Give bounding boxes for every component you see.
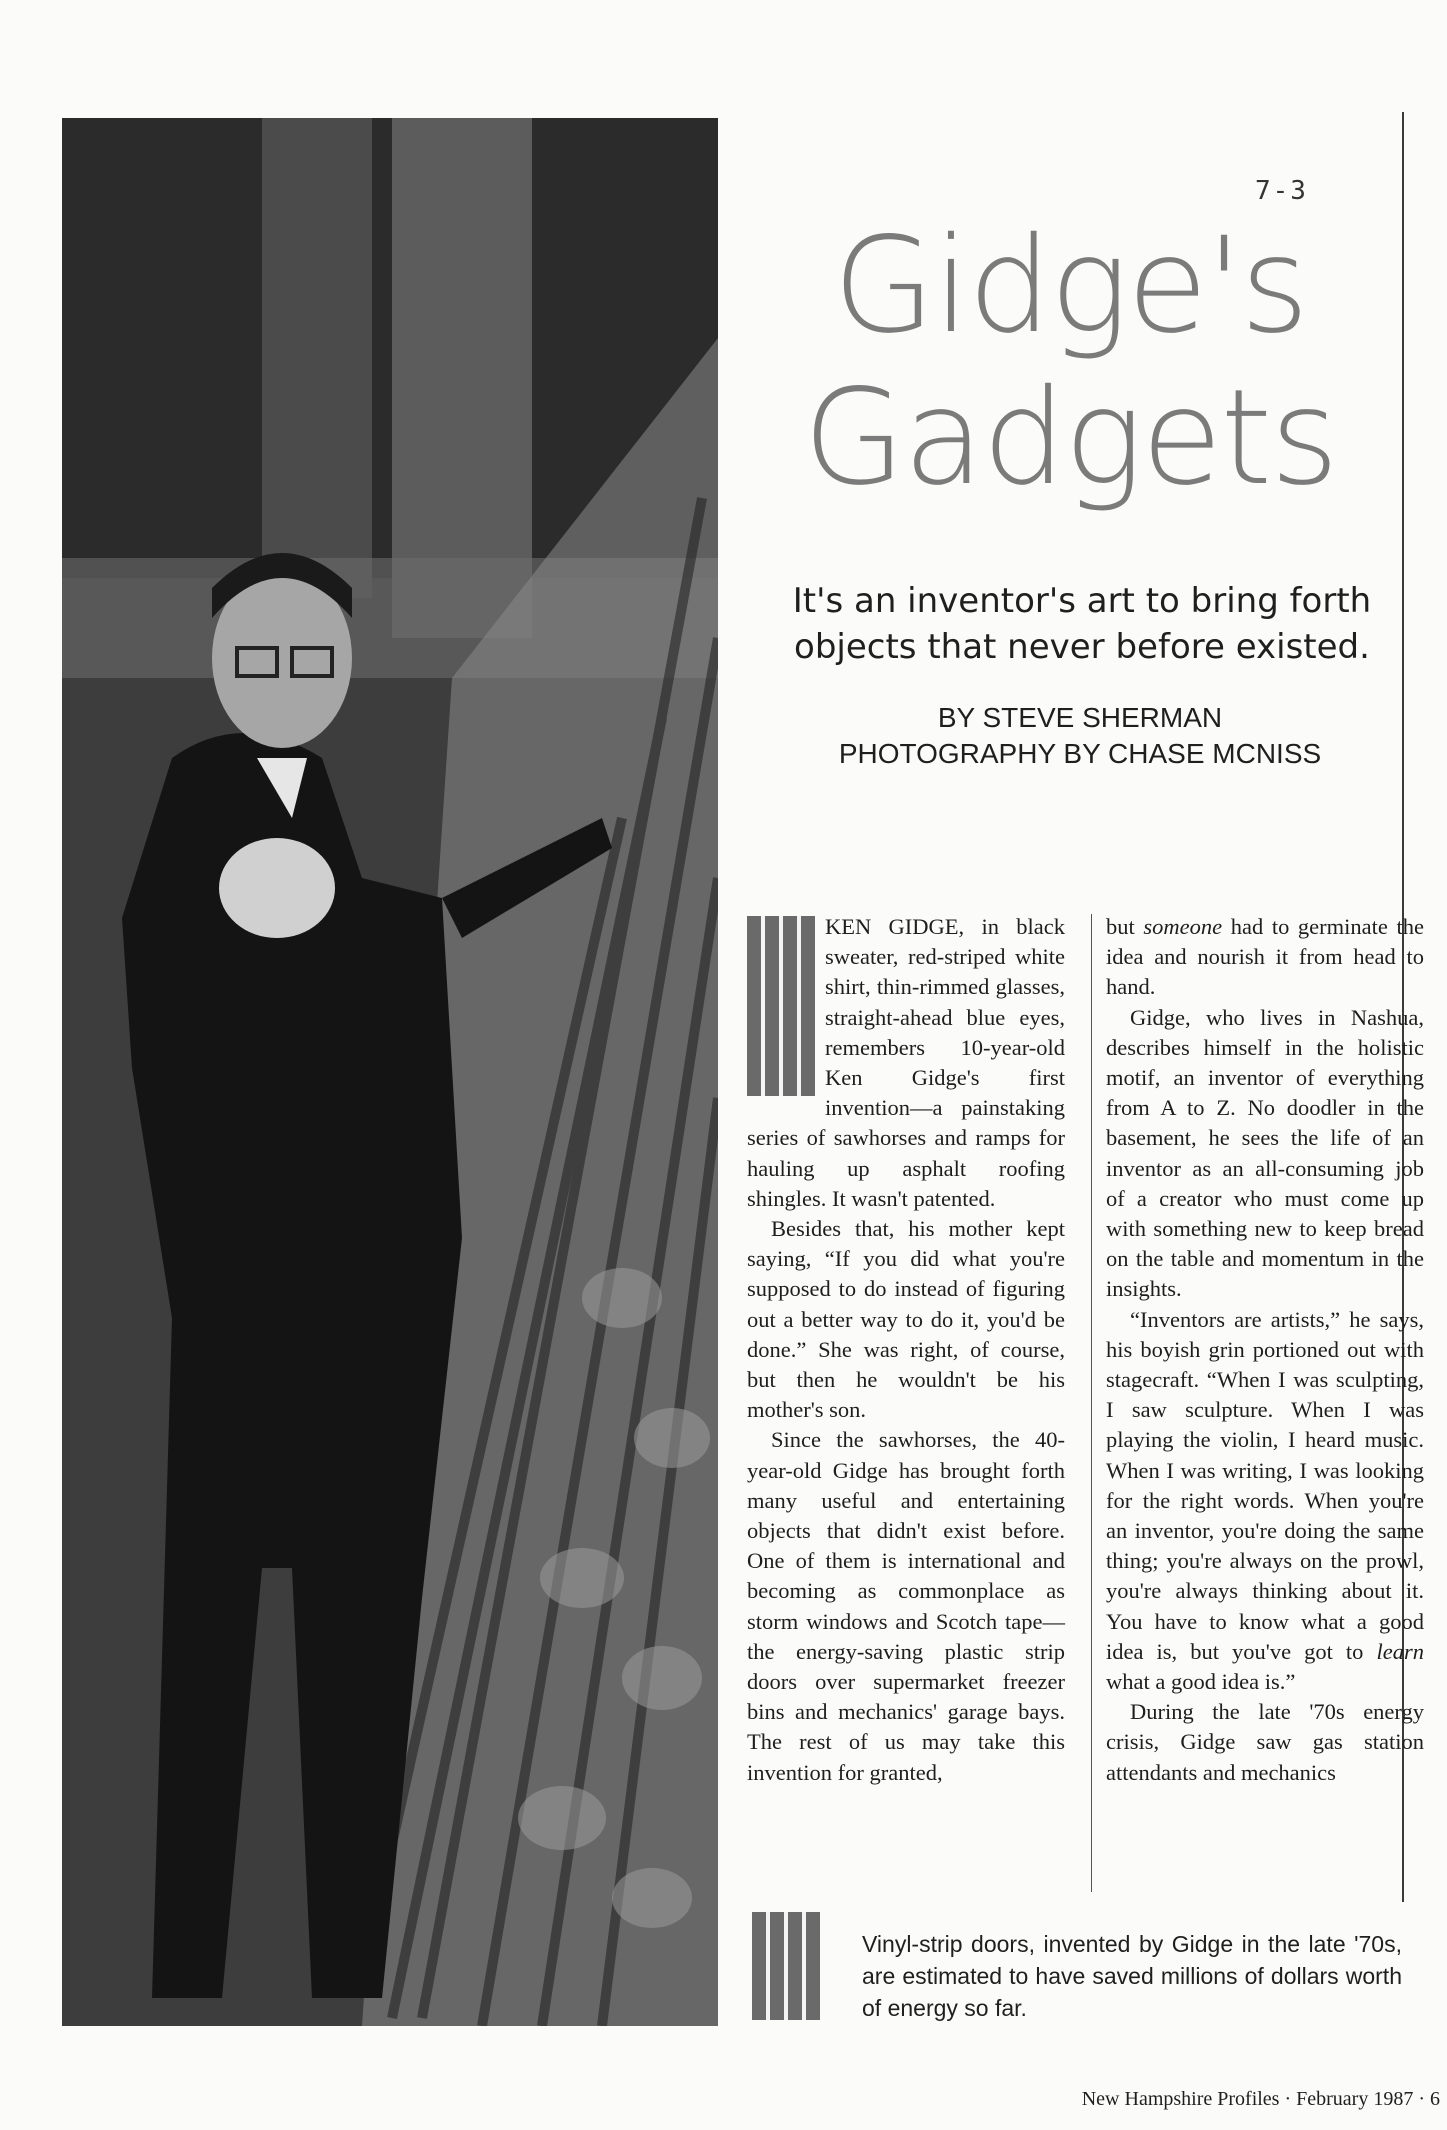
paragraph: Since the sawhorses, the 40-year-old Gidge has brought forth many useful and entertaining objects that didn't exist before. One of them is international and becoming as commonplace as storm windows and Scotch tape—the energy-saving plastic strip doors over supermarket freezer bins and mechanics' garage bays. The rest of us may take this invention for granted, [747, 1427, 1065, 1785]
photo-inventor-with-strip-doors [62, 118, 718, 2026]
photo-illustration [62, 118, 718, 2026]
paragraph [1106, 1305, 1424, 1698]
page-footer: New Hampshire Profiles · February 1987 · 6 [1081, 2088, 1440, 2110]
drop-cap-bars [747, 916, 815, 1096]
title-line-2: Gadgets [803, 361, 1337, 515]
deck-line-1: It's an inventor's art to bring forth [792, 581, 1372, 621]
deck-line-2: objects that never before existed. [794, 627, 1370, 667]
article-deck [762, 578, 1402, 670]
article-column-2 [1106, 912, 1424, 1788]
text-run: had to germinate the idea and nourish it from head to hand. [1106, 914, 1424, 1000]
emphasis: learn [1376, 1638, 1424, 1664]
paragraph: Besides that, his mother kept saying, “If you did what you're supposed to do instead of figuring out a better way to do it, you'd be done.” She was right, of course, but then he wouldn't be his mother's son. [747, 1216, 1065, 1423]
paragraph: During the late '70s energy crisis, Gidge saw gas station attendants and mechanics [1106, 1699, 1424, 1785]
page-folio: 7-3 [1255, 176, 1308, 206]
paragraph [1106, 912, 1424, 1003]
paragraph: KEN GIDGE, in black sweater, red-striped white shirt, thin-rimmed glasses, straight-ahead blue eyes, remembers 10-year-old Ken Gidge's first invention—a painstaking series of sawhorses and ramps for hauling up asphalt roofing shingles. It wasn't patented. [747, 914, 1065, 1211]
article-title [750, 210, 1390, 514]
photo-caption: Vinyl-strip doors, invented by Gidge in the late '70s, are estimated to have saved millions of dollars worth of energy so far. [862, 1931, 1402, 2021]
article-column-1 [747, 912, 1065, 1788]
title-line-1: Gidge's [832, 209, 1308, 363]
text-run: “Inventors are artists,” he says, his boyish grin portioned out with stagecraft. “When I was sculpting, I saw sculpture. When I was playing the violin, I heard music. When I was writing, I was looking for the right words. When you're an inventor, you're doing the same thing; you're always on the prowl, you're always thinking about it. You have to know what a good idea is, but you've got to [1106, 1306, 1424, 1664]
text-run: what a good idea is.” [1106, 1669, 1296, 1695]
column-divider [1091, 914, 1092, 1892]
byline: BY STEVE SHERMAN [937, 702, 1223, 733]
caption-bars [752, 1912, 820, 2020]
photo-credit: PHOTOGRAPHY BY CHASE MCNISS [838, 738, 1322, 769]
paragraph: Gidge, who lives in Nashua, describes himself in the holistic motif, an inventor of everything from A to Z. No doodler in the basement, he sees the life of an inventor as an all-consuming job of a creator who must come up with something new to keep bread on the table and momentum in the insights. [1106, 1004, 1424, 1302]
text-run: but [1106, 914, 1144, 939]
article-credits [760, 700, 1400, 772]
emphasis: someone [1143, 914, 1223, 939]
